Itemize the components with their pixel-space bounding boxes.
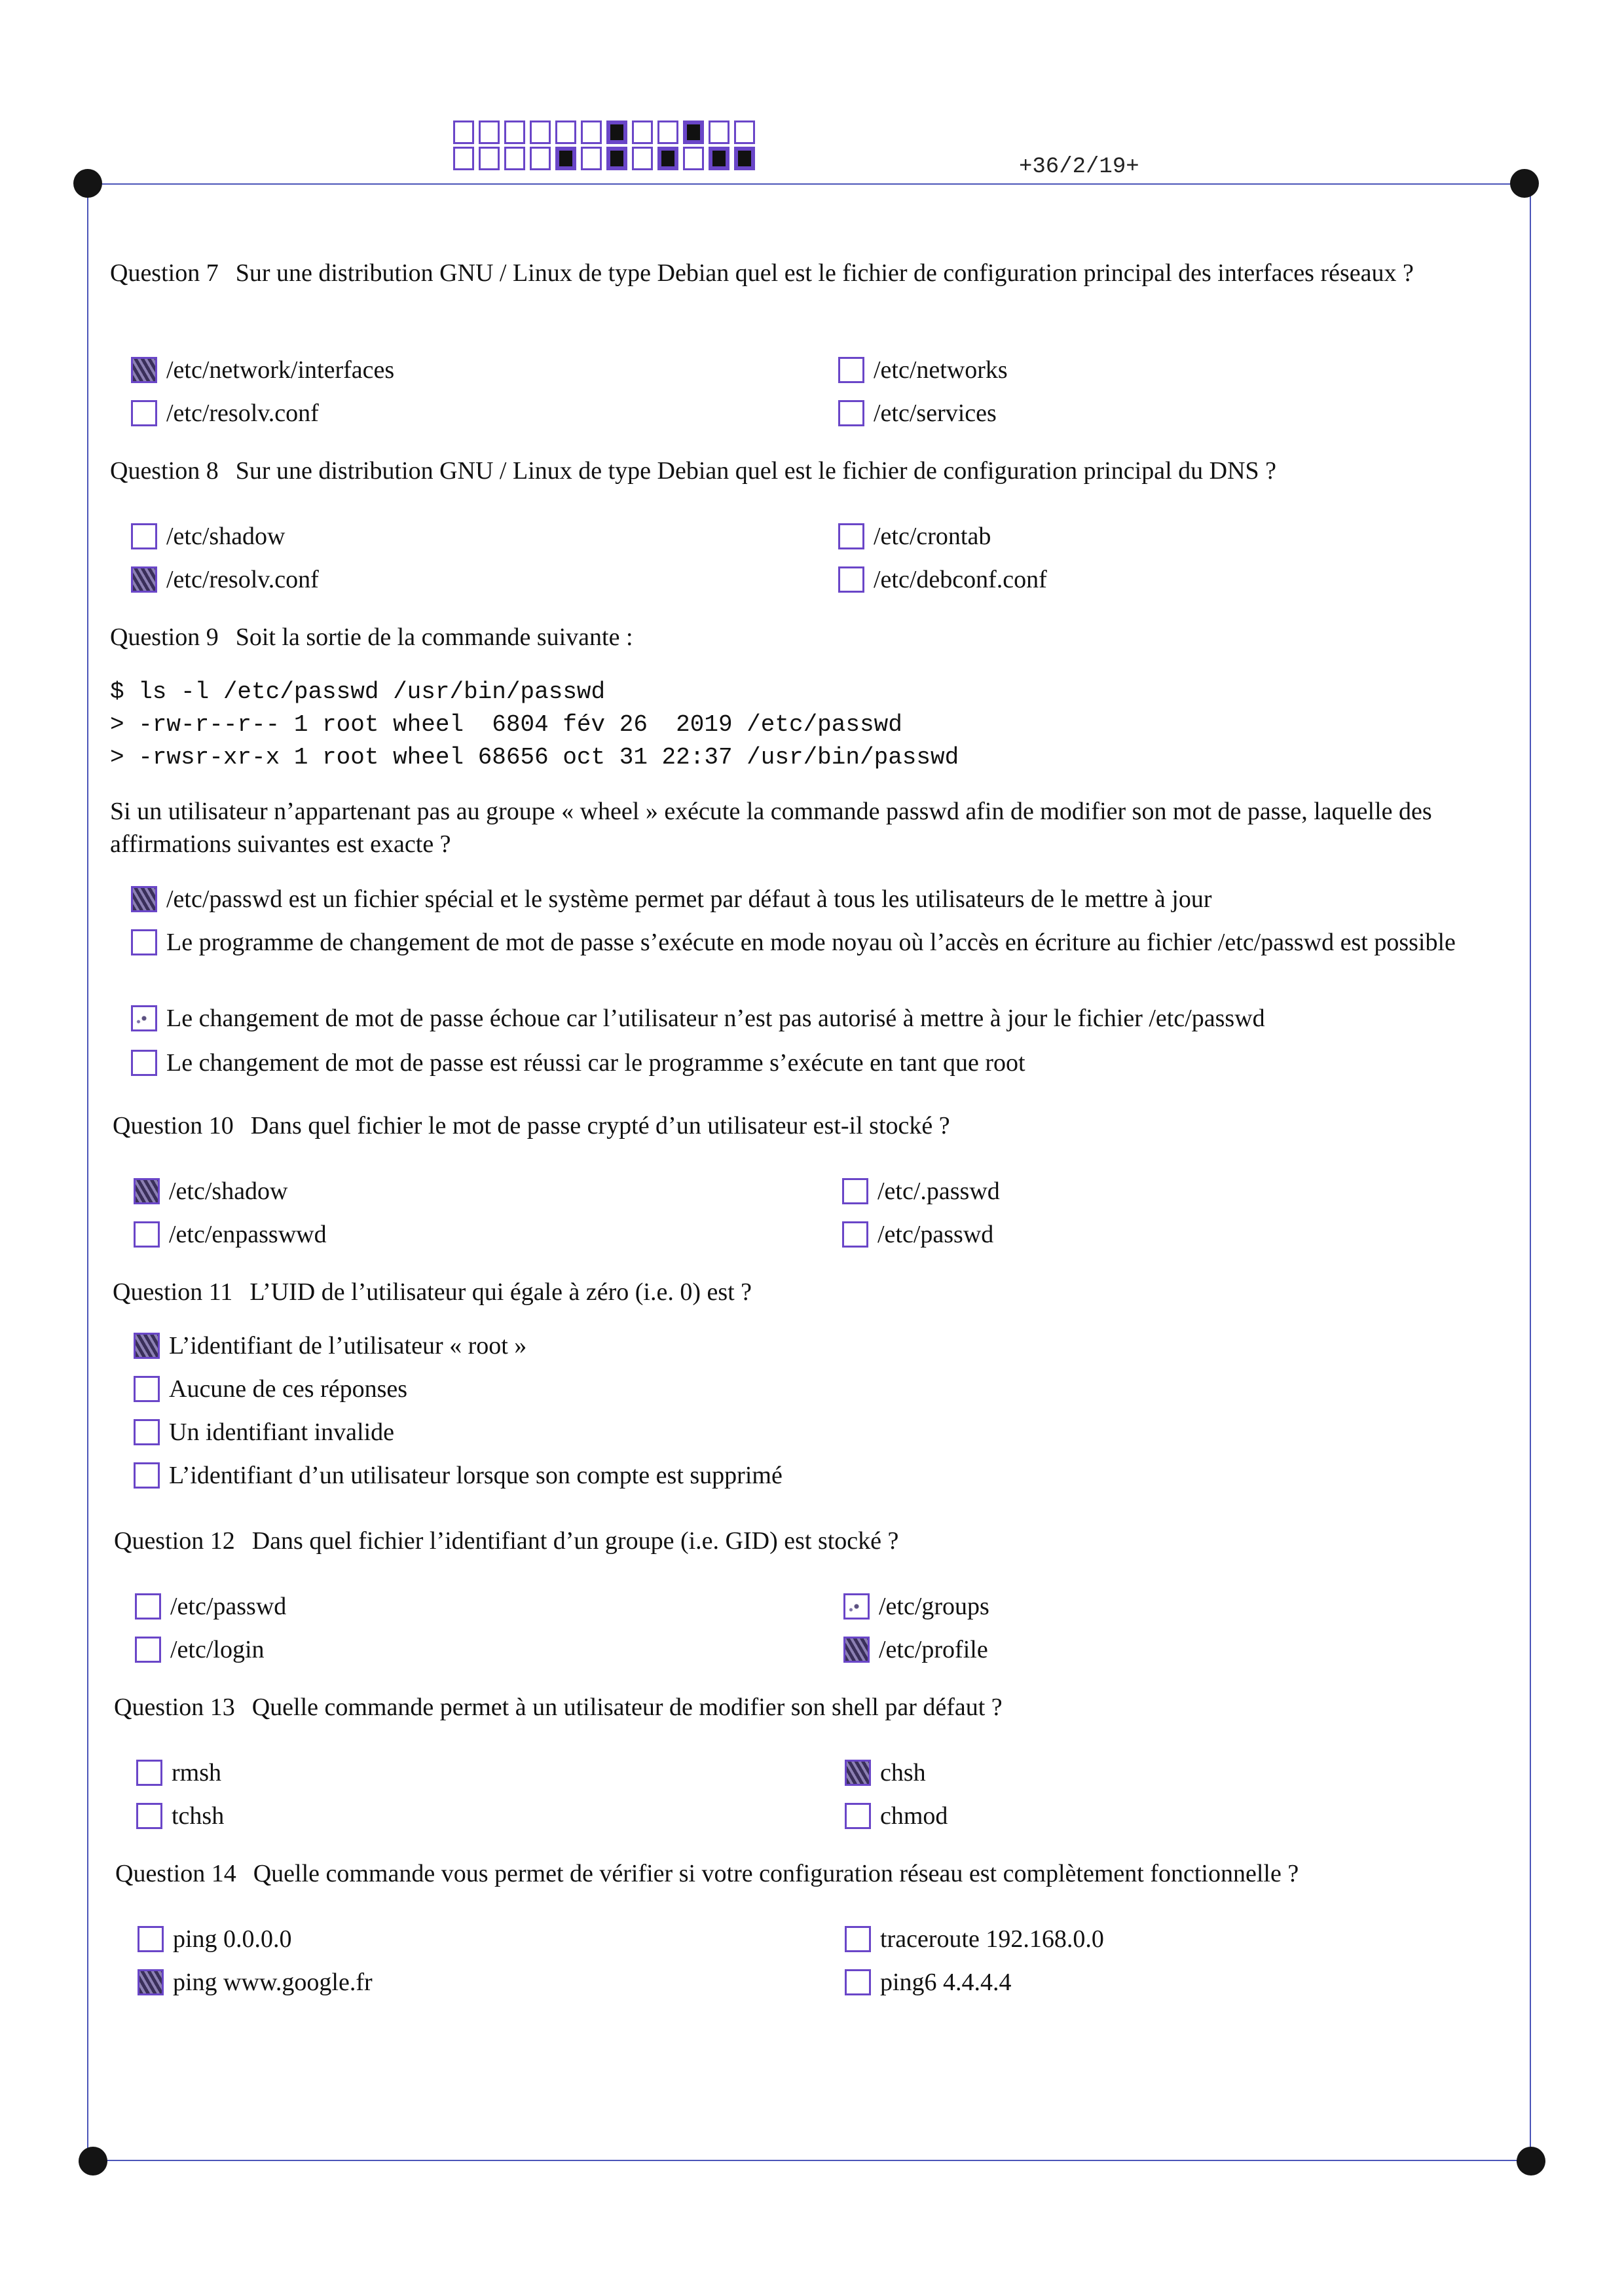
answer-label: /etc/enpasswwd — [169, 1221, 327, 1248]
code-cell — [504, 147, 525, 170]
question-label: Question 8 — [110, 457, 219, 485]
question-text: Sur une distribution GNU / Linux de type Debian quel est le fichier de configuration principal des interfaces réseaux ? — [235, 259, 1414, 287]
answer-label: Le changement de mot de passe est réussi car le programme s’exécute en tant que root — [166, 1049, 1025, 1077]
checkbox[interactable] — [838, 566, 864, 593]
answer-label: /etc/crontab — [874, 523, 991, 550]
answer-label: /etc/login — [170, 1636, 265, 1663]
answer-label: ping6 4.4.4.4 — [880, 1969, 1012, 1996]
code-cell — [632, 120, 653, 144]
question-7 — [110, 257, 1502, 289]
answer-label: ping 0.0.0.0 — [173, 1925, 292, 1953]
answer-option[interactable] — [131, 1002, 1493, 1035]
answer-option[interactable] — [131, 1046, 1493, 1079]
answer-option[interactable] — [134, 1175, 288, 1208]
answer-label: /etc/passwd — [877, 1221, 994, 1248]
answer-option[interactable] — [838, 563, 1047, 596]
answer-option[interactable] — [134, 1416, 1496, 1449]
answer-label: /etc/profile — [879, 1636, 988, 1663]
checkbox[interactable] — [842, 1221, 868, 1248]
checkbox[interactable] — [136, 1803, 162, 1829]
answer-option[interactable] — [131, 926, 1493, 959]
corner-marker-top-left — [73, 169, 102, 198]
answer-option[interactable] — [838, 354, 1008, 386]
code-cell — [453, 120, 474, 144]
question-label: Question 9 — [110, 623, 219, 651]
answer-label: /etc/passwd — [170, 1593, 287, 1620]
answer-label: ping www.google.fr — [173, 1969, 373, 1996]
answer-label: rmsh — [172, 1759, 221, 1787]
code-cell — [581, 147, 602, 170]
answer-label: /etc/groups — [879, 1593, 989, 1620]
answer-option[interactable] — [838, 520, 991, 553]
checkbox[interactable] — [845, 1969, 871, 1995]
checkbox[interactable] — [131, 1050, 157, 1076]
question-label: Question 12 — [114, 1527, 235, 1555]
answer-option[interactable] — [842, 1175, 1000, 1208]
question-14 — [115, 1857, 1507, 1890]
code-cell — [709, 147, 729, 170]
answer-label: /etc/resolv.conf — [166, 399, 319, 427]
question-text: Soit la sortie de la commande suivante : — [235, 623, 633, 651]
checkbox[interactable] — [842, 1178, 868, 1204]
question-text: Sur une distribution GNU / Linux de type Debian quel est le fichier de configuration principal du DNS ? — [235, 457, 1277, 485]
question-label: Question 10 — [113, 1112, 234, 1139]
checkbox[interactable] — [134, 1376, 160, 1402]
code-cell — [479, 120, 500, 144]
code-cell — [709, 120, 729, 144]
code-cell — [581, 120, 602, 144]
code-row-bottom — [453, 147, 760, 170]
answer-label: L’identifiant d’un utilisateur lorsque son compte est supprimé — [169, 1462, 783, 1489]
answer-option[interactable] — [843, 1590, 989, 1623]
answer-label: /etc/resolv.conf — [166, 566, 319, 593]
command-output-line: > -rw-r--r-- 1 root wheel 6804 fév 26 2019 /etc/passwd — [110, 711, 902, 738]
code-cell — [606, 120, 627, 144]
code-cell — [657, 120, 678, 144]
answer-label: chmod — [880, 1802, 948, 1830]
answer-option[interactable] — [845, 1756, 926, 1789]
answer-label: traceroute 192.168.0.0 — [880, 1925, 1104, 1953]
question-13 — [114, 1691, 1505, 1724]
checkbox[interactable] — [131, 886, 157, 912]
question-label: Question 11 — [113, 1278, 233, 1306]
checkbox[interactable] — [136, 1760, 162, 1786]
checkbox[interactable] — [131, 929, 157, 955]
answer-option[interactable] — [842, 1218, 993, 1251]
question-text: L’UID de l’utilisateur qui égale à zéro (i.e. 0) est ? — [249, 1278, 752, 1306]
question-text: Quelle commande permet à un utilisateur de modifier son shell par défaut ? — [251, 1694, 1003, 1721]
checkbox[interactable] — [843, 1593, 870, 1620]
answer-option[interactable] — [134, 1373, 1496, 1405]
answer-label: Le programme de changement de mot de passe s’exécute en mode noyau où l’accès en écriture au fichier /etc/passwd est possible — [166, 929, 1456, 956]
question-text: Quelle commande vous permet de vérifier si votre configuration réseau est complètement fonctionnelle ? — [253, 1860, 1299, 1887]
code-cell — [683, 120, 704, 144]
question-label: Question 13 — [114, 1694, 235, 1721]
checkbox[interactable] — [131, 400, 157, 426]
answer-option[interactable] — [131, 397, 319, 430]
answer-option[interactable] — [134, 1459, 1496, 1492]
answer-option[interactable] — [135, 1633, 265, 1666]
answer-option[interactable] — [136, 1800, 224, 1832]
answer-label: /etc/services — [874, 399, 997, 427]
corner-marker-bottom-right — [1517, 2147, 1545, 2176]
checkbox[interactable] — [131, 1005, 157, 1031]
code-cell — [657, 147, 678, 170]
answer-label: chsh — [880, 1759, 926, 1787]
answer-label: Le changement de mot de passe échoue car l’utilisateur n’est pas autorisé à mettre à jour le fichier /etc/passwd — [166, 1005, 1265, 1032]
checkbox[interactable] — [845, 1760, 871, 1786]
answer-option[interactable] — [134, 1329, 1496, 1362]
question-10 — [113, 1109, 1504, 1142]
checkbox[interactable] — [845, 1803, 871, 1829]
answer-label: /etc/networks — [874, 356, 1008, 384]
checkbox[interactable] — [135, 1637, 161, 1663]
command-output-line: > -rwsr-xr-x 1 root wheel 68656 oct 31 22:37 /usr/bin/passwd — [110, 744, 959, 771]
checkbox[interactable] — [845, 1926, 871, 1952]
answer-label: /etc/network/interfaces — [166, 356, 395, 384]
answer-option[interactable] — [131, 354, 394, 386]
checkbox[interactable] — [134, 1333, 160, 1359]
answer-option[interactable] — [838, 397, 997, 430]
checkbox[interactable] — [134, 1221, 160, 1248]
answer-option[interactable] — [843, 1633, 988, 1666]
checkbox[interactable] — [131, 357, 157, 383]
checkbox[interactable] — [838, 523, 864, 549]
answer-label: /etc/debconf.conf — [874, 566, 1047, 593]
answer-label: Un identifiant invalide — [169, 1418, 395, 1446]
answer-option[interactable] — [131, 883, 1493, 916]
code-row-top — [453, 120, 760, 144]
code-cell — [734, 120, 755, 144]
answer-option[interactable] — [131, 520, 286, 553]
code-cell — [632, 147, 653, 170]
code-cell — [530, 120, 551, 144]
question-8 — [110, 454, 1502, 487]
checkbox[interactable] — [134, 1178, 160, 1204]
code-cell — [479, 147, 500, 170]
page-code-boxes — [453, 120, 760, 173]
answer-label: /etc/passwd est un fichier spécial et le système permet par défaut à tous les utilisateurs de le mettre à jour — [166, 885, 1212, 913]
answer-option[interactable] — [138, 1923, 292, 1955]
checkbox[interactable] — [134, 1462, 160, 1489]
code-cell — [555, 147, 576, 170]
answer-option[interactable] — [136, 1756, 221, 1789]
question-11 — [113, 1276, 1504, 1308]
checkbox[interactable] — [131, 523, 157, 549]
corner-marker-bottom-left — [79, 2147, 107, 2176]
answer-option[interactable] — [138, 1966, 373, 1999]
answer-label: Aucune de ces réponses — [169, 1375, 408, 1403]
code-cell — [555, 120, 576, 144]
checkbox[interactable] — [135, 1593, 161, 1620]
answer-label: /etc/shadow — [166, 523, 286, 550]
answer-option[interactable] — [845, 1966, 1012, 1999]
code-cell — [734, 147, 755, 170]
code-cell — [530, 147, 551, 170]
answer-label: /etc/shadow — [169, 1177, 288, 1205]
question-label: Question 7 — [110, 259, 219, 287]
answer-option[interactable] — [845, 1923, 1104, 1955]
answer-label: tchsh — [172, 1802, 225, 1830]
checkbox[interactable] — [838, 400, 864, 426]
code-cell — [683, 147, 704, 170]
answer-option[interactable] — [845, 1800, 948, 1832]
code-cell — [504, 120, 525, 144]
question-12 — [114, 1525, 1505, 1557]
corner-marker-top-right — [1510, 169, 1539, 198]
page-id: +36/2/19+ — [1019, 155, 1139, 179]
command-output-line: $ ls -l /etc/passwd /usr/bin/passwd — [110, 678, 606, 705]
checkbox[interactable] — [838, 357, 864, 383]
question-9-followup: Si un utilisateur n’appartenant pas au groupe « wheel » exécute la commande passwd afin de modifier son mot de passe, laquelle des affirmations suivantes est exacte ? — [110, 798, 1432, 858]
checkbox[interactable] — [843, 1637, 870, 1663]
checkbox[interactable] — [134, 1419, 160, 1445]
answer-label: L’identifiant de l’utilisateur « root » — [169, 1332, 527, 1360]
checkbox[interactable] — [138, 1926, 164, 1952]
answer-option[interactable] — [134, 1218, 327, 1251]
question-text: Dans quel fichier l’identifiant d’un groupe (i.e. GID) est stocké ? — [251, 1527, 899, 1555]
code-cell — [453, 147, 474, 170]
code-cell — [606, 147, 627, 170]
question-label: Question 14 — [115, 1860, 236, 1887]
answer-label: /etc/.passwd — [877, 1177, 1000, 1205]
question-9 — [110, 621, 1502, 654]
answer-option[interactable] — [135, 1590, 286, 1623]
checkbox[interactable] — [131, 566, 157, 593]
checkbox[interactable] — [138, 1969, 164, 1995]
answer-option[interactable] — [131, 563, 319, 596]
question-text: Dans quel fichier le mot de passe crypté d’un utilisateur est-il stocké ? — [250, 1112, 950, 1139]
